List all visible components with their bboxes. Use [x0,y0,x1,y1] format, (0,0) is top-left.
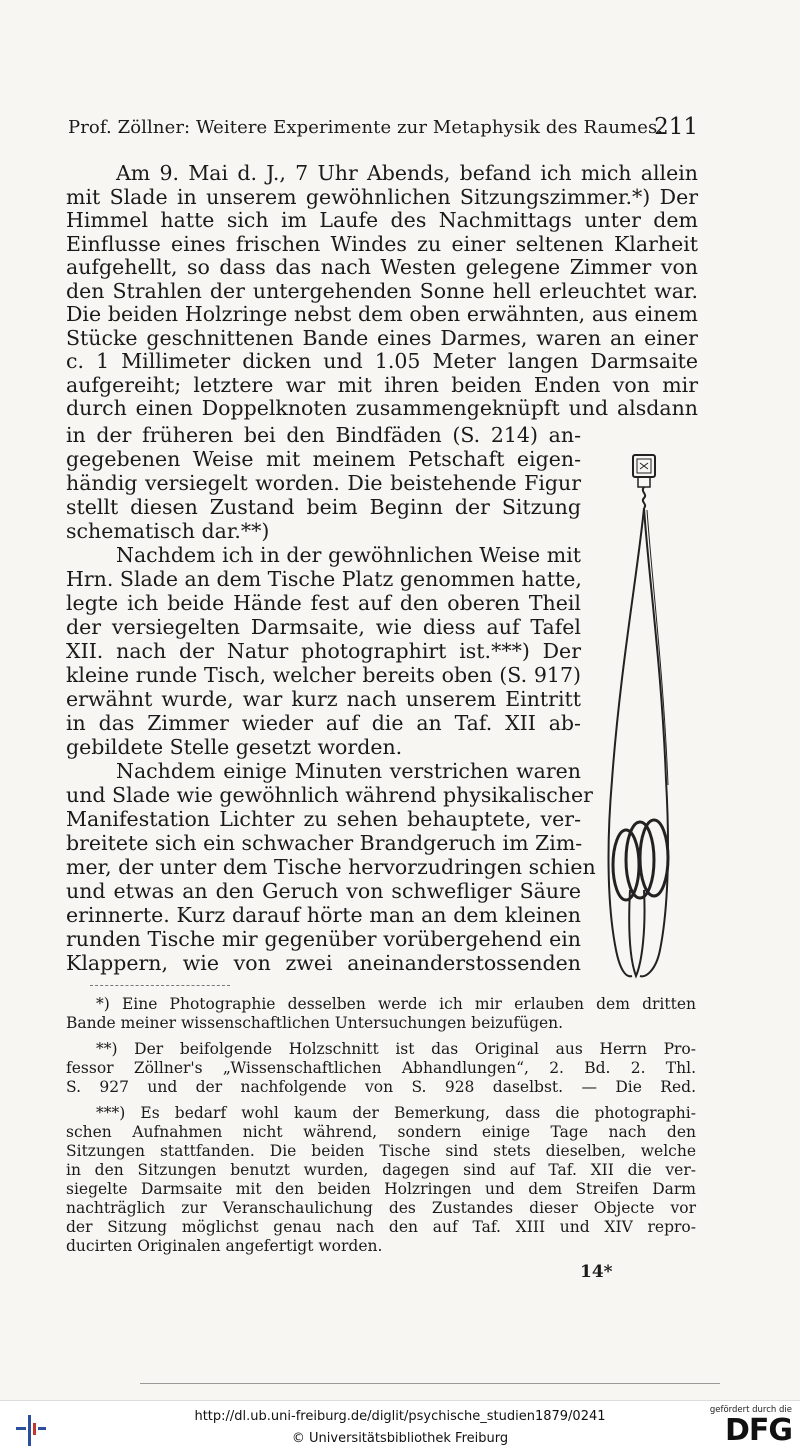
text-line: kleine runde Tisch, welcher bereits oben (S. 917) [66,663,581,687]
footnote-line: in den Sitzungen benutzt wurden, dagegen sind auf Taf. XII die ver- [66,1161,696,1179]
sealed-string-figure [600,450,680,985]
text-line: stellt diesen Zustand beim Beginn der Sitzung [66,495,581,519]
text-line: Die beiden Holzringe nebst dem oben erwähnten, aus einem [66,302,698,326]
footnote-separator [90,985,230,986]
text-line: c. 1 Millimeter dicken und 1.05 Meter langen Darmsaite [66,349,698,373]
text-line: schematisch dar.**) [66,519,270,543]
footnote-line: der Sitzung möglichst genau nach den auf Taf. XIII und XIV repro- [66,1218,696,1236]
text-line: den Strahlen der untergehenden Sonne hell erleuchtet war. [66,278,698,303]
footnote-line: S. 927 und der nachfolgende von S. 928 daselbst. — Die Red. [66,1078,696,1096]
text-line: Stücke geschnittenen Bande eines Darmes, waren an einer [66,325,698,350]
text-line: Am 9. Mai d. J., 7 Uhr Abends, befand ich mich allein [116,161,698,185]
footnote-line: fessor Zöllner's „Wissenschaftlichen Abhandlungen“, 2. Bd. 2. Thl. [66,1059,696,1077]
text-line: durch einen Doppelknoten zusammengeknüpft und alsdann [66,396,698,420]
text-line: Hrn. Slade an dem Tische Platz genommen hatte, [66,567,582,591]
viewer-footer [0,1400,800,1455]
sealed-string-illustration [600,450,680,985]
copyright-text: © Universitätsbibliothek Freiburg [291,1431,509,1446]
text-line: runden Tische mir gegenüber vorübergehend ein [66,927,581,951]
text-line: der versiegelten Darmsaite, wie diess auf Tafel [66,615,581,639]
text-line: aufgereiht; letztere war mit ihren beiden Enden von mir [66,372,698,397]
text-line: und etwas an den Geruch von schwefliger Säure [66,879,581,903]
text-line: mit Slade in unserem gewöhnlichen Sitzungszimmer.*) Der [66,184,698,209]
text-line: breitete sich ein schwacher Brandgeruch im Zim- [66,831,583,855]
footnote-line: **) Der beifolgende Holzschnitt ist das Original aus Herrn Pro- [96,1040,696,1058]
permalink-url[interactable]: http://dl.ub.uni-freiburg.de/diglit/psychische_studien1879/0241 [194,1409,606,1424]
dfg-funding-badge [702,1405,792,1451]
text-line: legte ich beide Hände fest auf den oberen Theil [66,591,581,615]
text-line: in das Zimmer wieder auf die an Taf. XII ab- [66,711,581,735]
text-line: Himmel hatte sich im Laufe des Nachmittags unter dem [66,208,698,232]
page-bottom-rule [140,1383,720,1384]
text-line: Klappern, wie von zwei aneinanderstossenden [66,951,581,975]
page-number: 211 [654,114,698,140]
running-head [68,114,698,141]
text-line: aufgehellt, so dass das nach Westen gelegene Zimmer von [66,255,698,279]
dfg-caption: gefördert durch die [709,1405,792,1415]
text-line: Manifestation Lichter zu sehen behauptete, ver- [66,807,581,831]
footnote-line: schen Aufnahmen nicht während, sondern einige Tage nach den [66,1123,696,1141]
running-head-title: Prof. Zöllner: Weitere Experimente zur Metaphysik des Raumes. [68,117,664,138]
footnote-line: ***) Es bedarf wohl kaum der Bemerkung, dass die photographi- [96,1104,696,1122]
text-line: XII. nach der Natur photographirt ist.***) Der [66,639,581,663]
text-line: Einflusse eines frischen Windes zu einer seltenen Klarheit [66,231,698,256]
text-line: in der früheren bei den Bindfäden (S. 214) an- [66,423,581,447]
text-line: Nachdem einige Minuten verstrichen waren [116,759,581,783]
text-line: gegebenen Weise mit meinem Petschaft eigen- [66,447,581,471]
dfg-logo: DFG [724,1413,792,1448]
text-line: erwähnt wurde, war kurz nach unserem Eintritt [66,687,581,711]
footnote-line: ducirten Originalen angefertigt worden. [66,1237,383,1255]
text-line: Nachdem ich in der gewöhnlichen Weise mit [116,543,581,567]
text-line: gebildete Stelle gesetzt worden. [66,735,403,759]
text-line: händig versiegelt worden. Die beistehende Figur [66,471,581,495]
footnote-line: Sitzungen stattfanden. Die beiden Tische sind stets dieselben, welche [66,1142,696,1160]
text-line: mer, der unter dem Tische hervorzudringen schien [66,855,596,879]
footnote-line: nachträglich zur Veranschaulichung des Zustandes dieser Objecte vor [66,1199,696,1217]
text-line: erinnerte. Kurz darauf hörte man an dem kleinen [66,903,581,927]
footnote-line: *) Eine Photographie desselben werde ich mir erlauben dem dritten [96,995,696,1013]
text-line: und Slade wie gewöhnlich während physikalischer [66,783,593,807]
signature-mark: 14* [580,1262,613,1282]
footnote-line: Bande meiner wissenschaftlichen Untersuchungen beizufügen. [66,1014,564,1032]
footnote-line: siegelte Darmsaite mit den beiden Holzringen und dem Streifen Darm [66,1180,696,1198]
